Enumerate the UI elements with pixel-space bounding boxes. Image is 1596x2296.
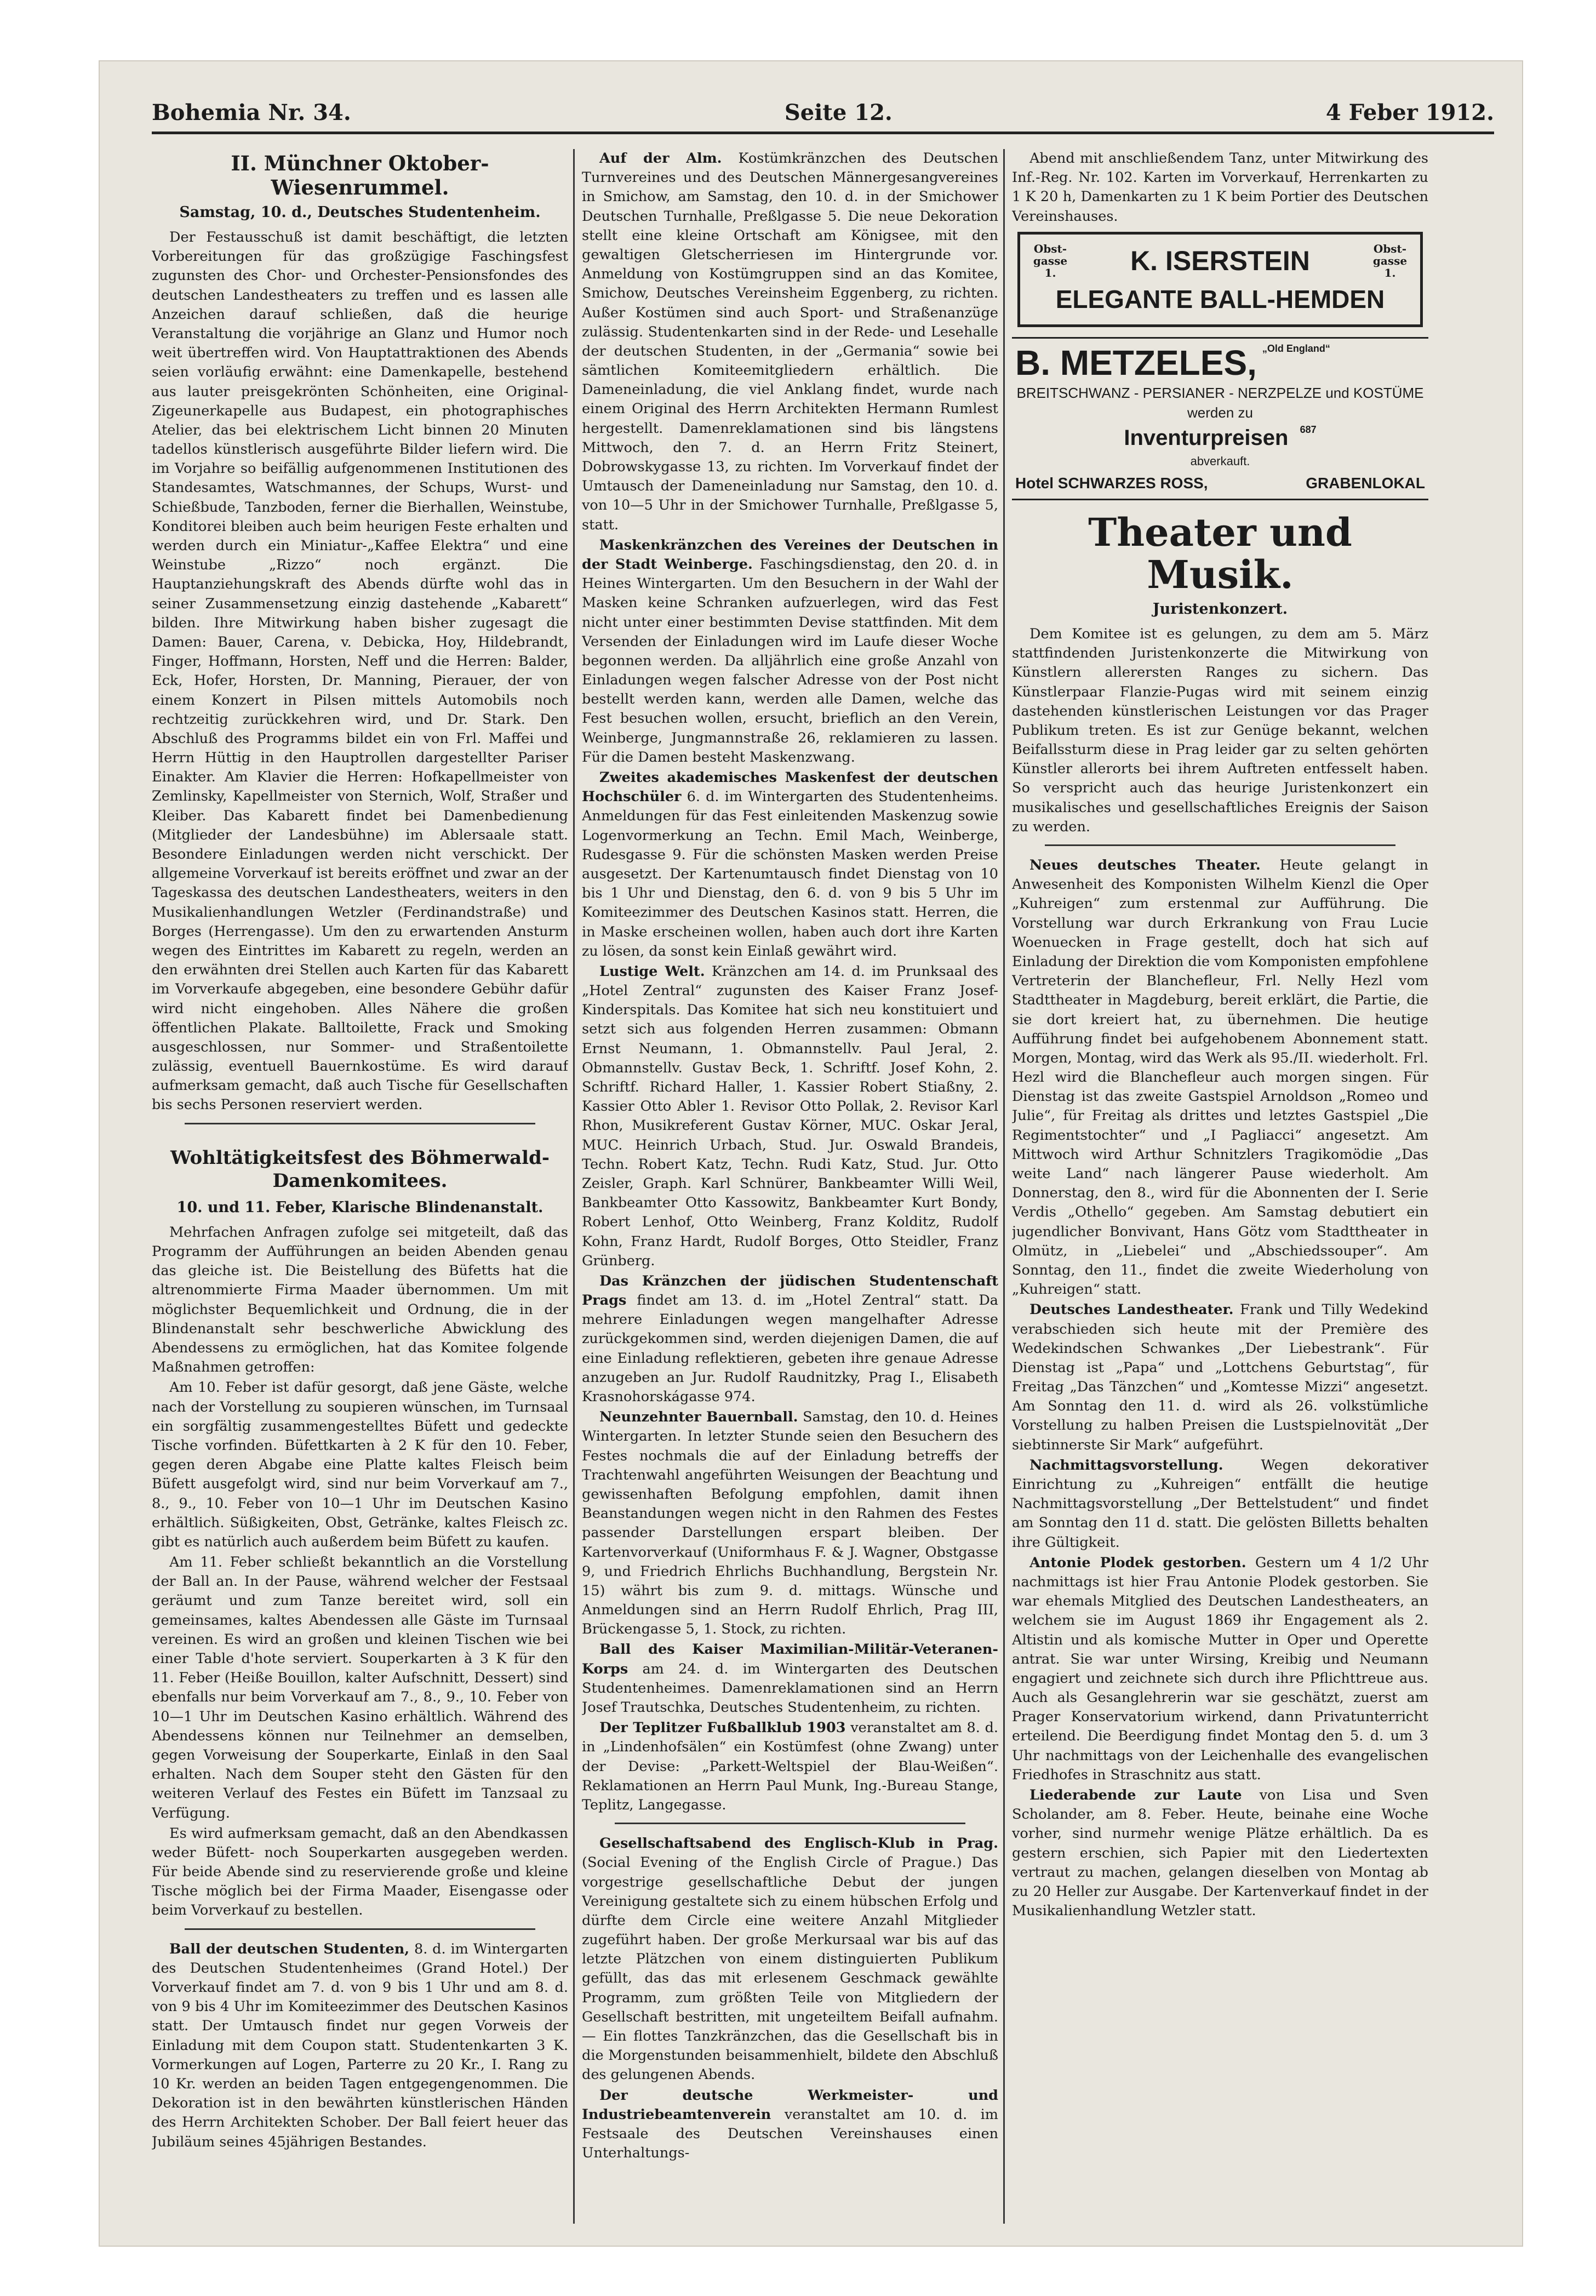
ad-company-name: K. ISERSTEIN [1130,245,1310,276]
paragraph-lead: Das Kränzchen der jüdischen Studentenschaft Prags [582,1272,998,1309]
ad-firm-line [1015,343,1425,384]
ad-products: BREITSCHWANZ - PERSIANER - NERZPELZE und KOSTÜME werden zu [1016,384,1424,421]
paragraph-lead: Der Teplitzer Fußballklub 1903 [599,1720,846,1737]
ad-headline [1015,423,1425,453]
paragraph-lead: Zweites akademisches Maskenfest der deutschen Hochschüler [582,769,998,806]
page-number: Seite 12. [784,99,893,125]
paragraph-lead: Deutsches Landestheater. [1029,1301,1234,1318]
article-paragraph [582,536,998,767]
ad-number: 687 [1300,424,1317,435]
paragraph-body: Heute gelangt in Anwesenheit des Komponisten Wilhelm Kienzl die Oper „Kuhreigen“ zum erstenmal zur Aufführung. Die Vorstellung war durch Erkrankung von Frau Lucie Woenuecken in Frage gestellt, doch hat sich auf Einladung der Direktion die vom Komponisten empfohlene Vertreterin der Blanchefleur, Frl. Nelly Hezl vom Stadttheater in Magdeburg, bereit erklärt, die Partie, die sie dort kreiert hat, zu übernehmen. Die heutige Aufführung findet bei aufgehobenem Abonnement statt. Morgen, Montag, wird das Werk als 95./II. wiederholt. Frl. Hezl wird die Blanchefleur auch morgen singen. Für Dienstag ist das zweite Gastspiel Arnoldson „Romeo und Julie“, für Freitag als drittes und letztes Gastspiel „Die Regimentstochter“ und „I Pagliacci“ angesetzt. Am Mittwoch wird Arthur Schnitzlers Tragikomödie „Das weite Land“ nach längerer Pause wiederholt. Am Donnerstag, den 8., wird für die Abonnenten der I. Serie Verdis „Othello“ gegeben. Am Samstag debutiert ein jugendlicher Bonvivant, Hans Götz vom Stadttheater in Olmütz, in „Liebelei“ und „Abschiedssouper“. Am Sonntag, den 11., findet die zweite Wiederholung von „Kuhreigen“ statt. [1012,857,1428,1298]
paragraph-lead: Neues deutsches Theater. [1029,857,1261,874]
paragraph-lead: Lustige Welt. [599,963,705,980]
paragraph-lead: Ball des Kaiser Maximilian-Militär-Veteranen-Korps [582,1641,998,1677]
ad-location-street: GRABENLOKAL [1306,475,1425,492]
paragraph-lead: Liederabende zur Laute [1029,1787,1242,1804]
column-rule [1003,149,1005,2224]
article-paragraph: Mehrfachen Anfragen zufolge sei mitgeteilt, daß das Programm der Aufführungen an beiden Abenden genau das gleiche ist. Die Beistellung des Büfetts hat die altrenommierte Firma Maader übernommen. Um mit möglichster Bequemlichkeit und Ordnung, die in der Blindenanstalt sehr beschwerliche Abwicklung des Abendessens zu ermöglichen, hat das Komitee folgende Maßnahmen getroffen: [152,1224,568,1376]
column-left [152,149,568,2224]
paragraph-body: Kränzchen am 14. d. im Prunksaal des „Hotel Zentral“ zugunsten des Kaiser Franz Josef-Kinderspitals. Das Komitee hat sich neu konstituiert und setzt sich aus folgenden Herren zusammen: Obmann Ernst Neumann, 1. Obmannstellv. Paul Jeral, 2. Obmannstellv. Gustav Beck, 1. Schriftf. Josef Kohn, 2. Schriftf. Richard Haller, 1. Kassier Robert Stiaßny, 2. Kassier Otto Abler 1. Revisor Otto Pollak, 2. Revisor Karl Rhon, Musikreferent Gustav Körner, MUC. Oskar Jeral, MUC. Heinrich Urbach, Stud. Jur. Oswald Brandeis, Techn. Robert Katz, Techn. Rudi Katz, Stud. Jur. Otto Zeisler, Graph. Karl Schnürer, Bankbeamter Willi Weil, Bankbeamter Otto Kassowitz, Bankbeamter Kurt Bondy, Robert Lenhof, Otto Weinberg, Franz Kolditz, Rudolf Kohn, Franz Hardt, Rudolf Borges, Otto Steidler, Franz Grünberg. [582,963,998,1269]
advertisement-metzeles [1012,337,1428,500]
paragraph-lead: Antonie Plodek gestorben. [1029,1554,1246,1571]
article-paragraph [582,1408,998,1639]
ad-tagline: „Old England“ [1262,343,1330,355]
ad-note: abverkauft. [1190,454,1250,468]
article-paragraph [582,2086,998,2163]
article-paragraph [1012,1456,1428,1552]
paragraph-lead: Auf der Alm. [599,150,722,167]
article-subhead: 10. und 11. Feber, Klarische Blindenanstalt. [176,1198,544,1216]
paragraph-body: Gestern um 4 1/2 Uhr nachmittags ist hier Frau Antonie Plodek gestorben. Sie war ehemals Mitglied des Deutschen Landestheaters, an welchem sie im August 1869 ihr Engagement als 2. Altistin und als komische Mutter in Oper und Operette antrat. Sie war unter Wirsing, Kreibig und Neumann engagiert und zeichnete sich durch ihre Pflichttreue aus. Auch als Gesanglehrerin war sie geschätzt, zuerst am Prager Konservatorium wirkend, dann Privatunterricht erteilend. Die Beerdigung findet Montag den 5. d. um 3 Uhr nachmittags von der Leichenhalle des evangelischen Friedhofes in Straschnitz aus statt. [1012,1554,1428,1783]
divider [1045,844,1395,846]
article-paragraph: Der Festausschuß ist damit beschäftigt, die letzten Vorbereitungen für das großzügige Faschingsfest zugunsten des Chor- und Orchester-Pensionsfondes des deutschen Landestheaters zu treffen und es lassen alle Anzeichen darauf schließen, daß die heurige Veranstaltung die vorjährige an Glanz und Humor noch weit übertreffen wird. Von Hauptattraktionen des Abends seien vorläufig erwähnt: eine Damenkapelle, bestehend aus lauter preisgekrönten Schönheiten, eine Original-Zigeunerkapelle aus Budapest, ein photographisches Atelier, das bei elektrischem Licht binnen 20 Minuten tadellos künstlerisch ausgeführte Bilder liefern wird. Die im Vorjahre so beifällig aufgenommenen Institutionen des Standesamtes, Watschmannes, der Schups, Wurst- und Schießbude, Tanzboden, ferner die Bierhallen, Weinstube, Konditorei bleiben auch beim heurigen Feste erhalten und werden durch ein Miniatur-„Kaffee Elektra“ und eine Weinstube „Rizzo“ noch ergänzt. Die Hauptanziehungskraft des Abends dürfte wohl das in seiner Zusammensetzung einzig dastehende „Kabarett“ bilden. Ihre Mitwirkung haben bisher zugesagt die Damen: Bauer, Carena, v. Debicka, Hoy, Hildebrandt, Finger, Hoffmann, Horsten, Neff und die Herren: Balder, Eck, Hofer, Horsten, Dr. Manning, Pierauer, der von einem Konzert in Pilsen mittels Automobils noch rechtzeitig zurückkehren wird, und Dr. Stark. Den Abschluß des Programms bildet ein von Frl. Maffei und Herrn Hüttig in den Hauptrollen dargestellter Pariser Einakter. Am Klavier die Herren: Hofkapellmeister von Zemlinsky, Kapellmeister von Sternich, Wolf, Straßer und Kleiber. Das Kabarett findet bei Damenbedienung (Mitglieder der Landesbühne) im Ablersaale statt. Besondere Einladungen werden nicht verschickt. Der allgemeine Vorverkauf ist bereits eröffnet und zwar an der Tageskassa des deutschen Landestheaters, weiters in den Musikalienhandlungen Wetzler (Ferdinandstraße) und Borges (Herrengasse). Um den zu erwartenden Ansturm wegen des Eintrittes im Kabarett zu regeln, werden an den erwähnten drei Stellen auch Karten für das Kabarett im Vorverkaufe abgegeben, eine besondere Gebühr dafür wird nicht eingehoben. Alles Nähere die großen öffentlichen Plakate. Balltoilette, Frack und Smoking ausgeschlossen, nur Sommer- und Straßentoilette zulässig, eventuell Bauernkostüme. Es wird darauf aufmerksam gemacht, daß auch Tische für Gesellschaften bis sechs Personen reserviert werden. [152,229,568,1113]
paragraph-body: (Social Evening of the English Circle of Prague.) Das vorgestrige gesellschaftliche Debut der jungen Vereinigung gestaltete sich zu einem hübschen Erfolg und dürfte dem Circle eine weitere Anzahl Mitglieder zugeführt haben. Der große Merkursaal war bis auf das letzte Plätzchen von einem distinguierten Publikum gefüllt, das das mit erlesenem Geschmack gewählte Programm, zum größten Teile von Mitgliedern der Gesellschaft bestritten, mit ungeteiltem Beifall aufnahm. — Ein flottes Tanzkränzchen, das die Gesellschaft bis in die Morgenstunden beisammenhielt, bildete den Abschluß des gelungenen Abends. [582,1854,998,2083]
article-paragraph [1012,1786,1428,1921]
article-paragraph [582,962,998,1271]
paragraph-body: findet am 13. d. im „Hotel Zentral“ statt. Da mehrere Einladungen wegen mangelhafter Adresse zurückgekommen sind, werden diejenigen Damen, die auf eine Einladung reflektieren, gebeten ihre genaue Adresse anzugeben an Jur. Rudolf Raudnitzky, Prag I., Elisabeth Krasnohorskágasse 974. [582,1292,998,1405]
advertisement-iserstein [1017,232,1423,327]
article-paragraph [1012,856,1428,1299]
paragraph-body: 8. d. im Wintergarten des Deutschen Studentenheimes (Grand Hotel.) Der Vorverkauf findet am 7. d. von 9 bis 1 Uhr und am 8. d. von 9 bis 4 Uhr im Komiteezimmer des Deutschen Kasinos statt. Der Umtausch findet nur gegen Vorweis der Einladung mit dem Coupon statt. Studentenkarten 3 K. Vormerkungen auf Logen, Parterre zu 20 Kr., I. Rang zu 10 Kr. werden an beiden Tagen entgegengenommen. Die Dekoration ist in den bewährten künstlerischen Händen des Herrn Architekten Schober. Der Ball feiert heuer das Jubiläum seines 45jährigen Bestandes. [152,1940,568,2150]
column-rule [573,149,575,2224]
article-paragraph: Abend mit anschließendem Tanz, unter Mitwirkung des Inf.-Reg. Nr. 102. Karten im Vorverkauf, Herrenkarten zu 1 K 20 h, Damenkarten zu 1 K beim Portier des Deutschen Vereinshauses. [1012,150,1428,225]
paragraph-body: Frank und Tilly Wedekind verabschieden sich heute mit der Première des Wedekindschen Schwankes „Der Liebestrank“. Für Dienstag ist „Papa“ und „Lottchens Geburtstag“, für Freitag „Das Tänzchen“ und „Komtesse Mizzi“ angesetzt. Am Sonntag den 11. d. wird als 26. volkstümliche Vorstellung zu halben Preisen die Lustspielnovität „Der siebtinnerste Sir Mark“ aufgeführt. [1012,1301,1428,1453]
paragraph-lead: Nachmittagsvorstellung. [1029,1457,1223,1473]
ad-address: Obst-gasse 1. [1372,242,1408,280]
masthead-issue: Bohemia Nr. 34. [152,99,351,125]
paragraph-body: 6. d. im Wintergarten des Studentenheims. Anmeldungen für das Fest einleitenden Maskenzug sowie Logenvormerkung an Techn. Emil Mach, Weinberge, Rudesgasse 9. Für die schönsten Masken werden Preise ausgesetzt. Der Kartenumtausch findet Dienstag von 10 bis 1 Uhr und Dienstag, den 6. d. von 9 bis 5 Uhr im Komiteezimmer des Deutschen Kasinos statt. Herren, die in Maske erscheinen wollen, haben auch dort ihre Karten zu lösen, da sonst kein Einlaß gewährt wird. [582,789,998,959]
divider [615,1823,965,1824]
paragraph-lead: Maskenkränzchen des Vereines der Deutschen in der Stadt Weinberge. [582,536,998,573]
article-paragraph: Es wird aufmerksam gemacht, daß an den Abendkassen weder Büfett- noch Souperkarten ausgegeben werden. Für beide Abende sind zu reservierende große und kleine Tische möglich bei der Firma Maader, Eisengasse oder beim Vorverkauf zu bestellen. [152,1825,568,1919]
ad-company-name: B. METZELES, [1015,343,1257,383]
article-paragraph [152,1940,568,2152]
paragraph-body: Wegen dekorativer Einrichtung zu „Kuhreigen“ entfällt die heutige Nachmittagsvorstellung „Der Bettelstudent“ und findet am Sonntag den 11 d. statt. Die gelösten Billetts behalten ihre Gültigkeit. [1012,1457,1428,1551]
section-title: Theater und Musik. [1088,509,1352,597]
ad-offer: Inventurpreisen [1124,425,1289,450]
article-paragraph [582,149,998,535]
article-paragraph: Am 11. Feber schließt bekanntlich an die Vorstellung der Ball an. In der Pause, während welcher der Festsaal geräumt und zum Tanze bereitet wird, soll ein gemeinsames, kaltes Abendessen alle Gäste im Turnsaal vereinen. Es wird an großen und kleinen Tischen wie bei einer Table d'hote serviert. Souperkarten à 3 K für den 11. Feber (Heiße Bouillon, kalter Aufschnitt, Dessert) sind ebenfalls nur beim Vorverkauf am 7., 8., 9., 10. Feber von 10—1 Uhr im Deutschen Kasino erhältlich. Während des Abendessens können nur Teilnehmer an demselben, gegen Vorweisung der Souperkarte, Einlaß in den Saal erhalten. Nach dem Souper steht den Gästen für den weiteren Verlauf des Festes ein Büfett im Tanzsaal zu Verfügung. [152,1554,568,1821]
article-subhead: Samstag, 10. d., Deutsches Studentenheim. [179,203,541,221]
ad-address: Obst-gasse 1. [1033,242,1068,280]
column-right [1012,149,1428,2224]
newspaper-page [99,60,1523,2247]
ad-location-hotel: Hotel SCHWARZES ROSS, [1015,475,1208,492]
paragraph-lead: Neunzehnter Bauernball. [599,1409,798,1426]
article-headline: Wohltätigkeitsfest des Böhmerwald-Damenkomitees. [170,1146,550,1192]
page-header [152,93,1494,134]
article-paragraph [582,1272,998,1407]
divider [185,1928,535,1930]
paragraph-body: am 24. d. im Wintergarten des Deutschen Studentenheimes. Damenreklamationen sind an Herrn Josef Trautschka, Deutsches Studentenheim, zu richten. [582,1660,998,1716]
article-subhead: Juristenkonzert. [1152,600,1288,618]
paragraph-body: veranstaltet am 10. d. im Festsaale des Deutschen Vereinshauses einen Unterhaltungs- [582,2106,998,2162]
article-paragraph: Am 10. Feber ist dafür gesorgt, daß jene Gäste, welche nach der Vorstellung zu soupieren wünschen, im Turnsaal ein sorgfältig zusammengestelltes Büfett und gedeckte Tische vorfinden. Büfettkarten à 2 K für den 10. Feber, gegen deren Abgabe eine Platte kaltes Fleisch beim Büfett ausgefolgt wird, sind nur beim Vorverkauf am 7., 8., 9., 10. Feber von 10—1 Uhr im Deutschen Kasino erhältlich. Süßigkeiten, Obst, Getränke, kaltes Fleisch zc. gibt es natürlich auch außerdem beim Büfett zu kaufen. [152,1379,568,1550]
paragraph-lead: Gesellschaftsabend des Englisch-Klub in Prag. [599,1835,998,1852]
paragraph-body: Kostümkränzchen des Deutschen Turnvereines und des Deutschen Männergesangvereines in Smichow, am Samstag, den 10. d. in der Smichower Deutschen Turnhalle, Preßlgasse 5. Die neue Dekoration stellt eine kleine Ortschaft am Königsee, mit den gewaltigen Gletscherriesen im Hintergrunde vor. Anmeldung von Kostümgruppen sind an das Komitee, Smichow, Deutsches Vereinsheim Eggenberg, zu richten. Außer Kostümen sind auch Sport- und Straßenanzüge zulässig. Studentenkarten sind in der Rede- und Lesehalle der deutschen Studenten, in der „Germania“ sowie bei sämtlichen Komiteemitgliedern erhältlich. Die Dameneinladung, die viel Anklang findet, wurde nach einem Original des Herrn Architekten Hermann Rumlest hergestellt. Damenreklamationen sind bis längstens Mittwoch, den 7. d. an Herrn Fritz Steinert, Dobrowskygasse 13, zu richten. Im Vorverkauf findet der Umtausch der Dameneinladung nur Samstag, den 10. d. von 10—5 Uhr in der Smichower Turnhalle, Preßlgasse 5, statt. [582,150,998,533]
article-paragraph [582,1718,998,1815]
paragraph-lead: Der deutsche Werkmeister- und Industriebeamtenverein [582,2087,998,2123]
paragraph-body: Faschingsdienstag, den 20. d. in Heines Wintergarten. Um den Besuchern in der Wahl der Masken keine Schranken aufzuerlegen, wird das Fest nicht unter einer bestimmten Devise stattfinden. Mit dem Versenden der Einladungen wird im Laufe dieser Woche begonnen werden. Da alljährlich eine große Anzahl von Einladungen wegen falscher Adresse von der Post nicht bestellt werden kann, werden alle Damen, welche das Fest besuchen wollen, ersucht, brieflich an den Verein, Weinberge, Jungmannstraße 26, reklamieren zu lassen. Für die Damen besteht Maskenzwang. [582,556,998,766]
article-paragraph [1012,1553,1428,1785]
paragraph-body: veranstaltet am 8. d. in „Lindenhofsälen“ ein Kostümfest (ohne Zwang) unter der Devise: „Parkett-Weltspiel der Blau-Weißen“. Reklamationen an Herrn Paul Munk, Ing.-Bureau Stange, Teplitz, Langegasse. [582,1720,998,1813]
paragraph-body: Samstag, den 10. d. Heines Wintergarten. In letzter Stunde seien den Besuchern des Festes nochmals die auf der Einladung betreffs der Trachtenwahl angeführten Weisungen der Beachtung und gewissenhaften Befolgung empfohlen, damit ihnen Beanstandungen wegen nicht in den Rahmen des Festes passender Darstellungen erspart bleiben. Der Kartenvorverkauf (Uniformhaus F. & J. Wagner, Obstgasse 9, und Friedrich Ehrlichs Buchhandlung, Bergstein Nr. 15) währt bis zum 9. d. mittags. Wünsche und Anmeldungen sind an Herrn Rudolf Ehrlich, Prag III, Brückengasse 5, 1. Stock, zu richten. [582,1409,998,1638]
ad-location [1015,473,1425,494]
issue-date: 4 Feber 1912. [1325,99,1494,125]
column-middle [582,149,998,2224]
article-paragraph [582,1834,998,2084]
article-paragraph: Dem Komitee ist es gelungen, zu dem am 5. März stattfindenden Juristenkonzerte die Mitwirkung von Künstlern allerersten Ranges zu sichern. Das Künstlerpaar Flanzie-Pugas wird mit seinem einzig dastehenden künstlerischen Leistungen vor das Prager Publikum treten. Es ist zur Genüge bekannt, welchen Beifallssturm diese in Prag leider gar zu selten gehörten Künstler allerorts bei ihrem Auftreten entfesselt haben. So verspricht auch das heurige Juristenkonzert ein musikalisches und gesellschaftliches Ereignis der Saison zu werden. [1012,625,1428,835]
paragraph-body: von Lisa und Sven Scholander, am 8. Feber. Heute, beinahe eine Woche vorher, sind nurmehr wenige Plätze erhältlich. Da es gestern erschien, sich Papier mit den Liedertexten vertraut zu machen, gelangen dieselben von Montag ab zu 20 Heller zur Ausgabe. Der Kartenverkauf findet in der Musikalienhandlung Wetzler statt. [1012,1787,1428,1920]
article-paragraph [582,1640,998,1717]
ad-product-line: ELEGANTE BALL-HEMDEN [1055,284,1385,313]
article-paragraph [1012,1300,1428,1455]
article-paragraph [582,768,998,961]
article-headline: II. Münchner Oktober-Wiesenrummel. [231,151,489,200]
paragraph-lead: Ball der deutschen Studenten, [169,1940,410,1957]
divider [185,1123,535,1124]
